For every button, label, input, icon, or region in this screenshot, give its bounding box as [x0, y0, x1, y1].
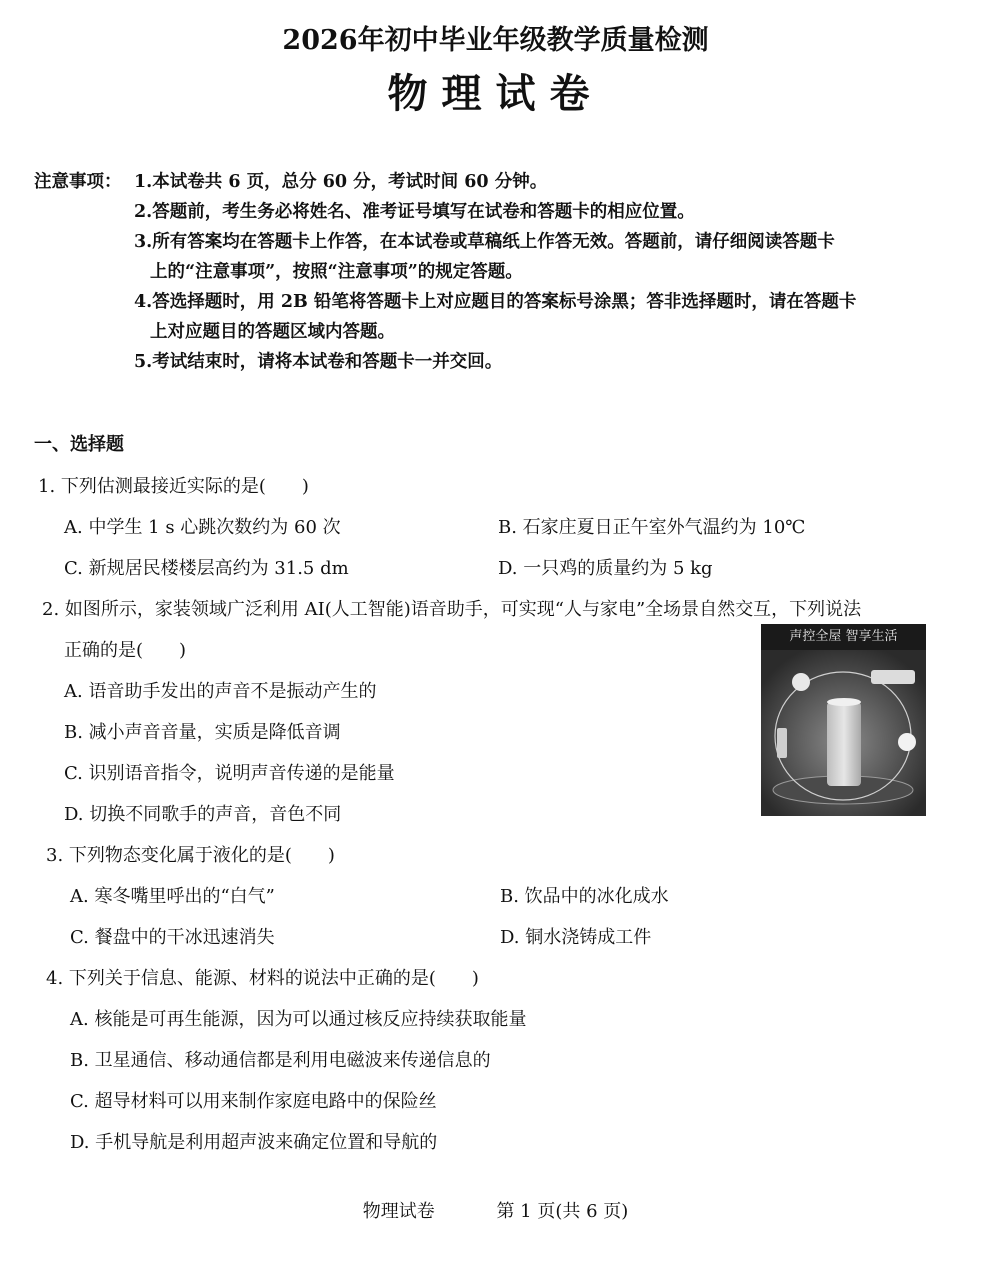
question-3-stem: 3. 下列物态变化属于液化的是( ): [46, 845, 335, 866]
notice-item-1: 1.本试卷共 6 页，总分 60 分，考试时间 60 分钟。: [134, 172, 548, 192]
question-4-stem: 4. 下列关于信息、能源、材料的说法中正确的是( ): [46, 968, 479, 989]
question-2-stem: 2. 如图所示，家装领域广泛利用 AI(人工智能)语音助手，可实现“人与家电”全场景自然交互，下列说法: [42, 599, 862, 620]
question-1-option-b: B. 石家庄夏日正午室外气温约为 10℃: [498, 517, 806, 538]
question-4-option-a: A. 核能是可再生能源，因为可以通过核反应持续获取能量: [70, 1009, 527, 1030]
question-1-option-d: D. 一只鸡的质量约为 5 kg: [498, 558, 713, 579]
notice-item-5: 5.考试结束时，请将本试卷和答题卡一并交回。: [134, 352, 503, 372]
question-1-option-c: C. 新规居民楼楼层高约为 31.5 dm: [64, 558, 349, 579]
question-2-option-c: C. 识别语音指令，说明声音传递的是能量: [64, 763, 395, 784]
notice-label: 注意事项：: [34, 172, 122, 192]
question-2-option-a: A. 语音助手发出的声音不是振动产生的: [64, 681, 377, 702]
question-3-option-b: B. 饮品中的冰化成水: [500, 886, 669, 907]
page-footer: [0, 1197, 991, 1223]
question-4-option-b: B. 卫星通信、移动通信都是利用电磁波来传递信息的: [70, 1050, 491, 1071]
question-1-option-a: A. 中学生 1 s 心跳次数约为 60 次: [64, 517, 341, 538]
notice-item-2: 2.答题前，考生务必将姓名、准考证号填写在试卷和答题卡的相应位置。: [134, 202, 695, 222]
photo-caption: 声控全屋 智享生活: [761, 624, 926, 650]
notice-item-3-cont: 上的“注意事项”，按照“注意事项”的规定答题。: [150, 262, 523, 282]
footer-subject: 物理试卷: [362, 1201, 435, 1222]
question-2-option-d: D. 切换不同歌手的声音，音色不同: [64, 804, 342, 825]
question-3-option-a: A. 寒冬嘴里呼出的“白气”: [70, 886, 275, 907]
footer-page-number: 第 1 页(共 6 页): [496, 1201, 629, 1222]
notice-item-3: 3.所有答案均在答题卡上作答，在本试卷或草稿纸上作答无效。答题前，请仔细阅读答题卡: [134, 232, 835, 252]
question-3-option-c: C. 餐盘中的干冰迅速消失: [70, 927, 275, 948]
question-2-stem-cont: 正确的是( ): [64, 640, 187, 661]
smart-home-photo: [761, 624, 926, 816]
notice-item-4-cont: 上对应题目的答题区域内答题。: [150, 322, 395, 342]
question-1-stem: 1. 下列估测最接近实际的是( ): [38, 476, 309, 497]
section-heading: 一、选择题: [34, 434, 124, 455]
question-4-option-c: C. 超导材料可以用来制作家庭电路中的保险丝: [70, 1091, 437, 1112]
exam-title: 2026年初中毕业年级教学质量检测: [282, 25, 709, 56]
question-4-option-d: D. 手机导航是利用超声波来确定位置和导航的: [70, 1132, 438, 1153]
question-3-option-d: D. 铜水浇铸成工件: [500, 927, 652, 948]
notice-item-4: 4.答选择题时，用 2B 铅笔将答题卡上对应题目的答案标号涂黑；答非选择题时，请在答题卡: [134, 292, 857, 312]
exam-subject-title: 物理试卷: [387, 70, 604, 117]
question-2-option-b: B. 减小声音音量，实质是降低音调: [64, 722, 341, 743]
smart-home-illustration: [761, 624, 926, 816]
